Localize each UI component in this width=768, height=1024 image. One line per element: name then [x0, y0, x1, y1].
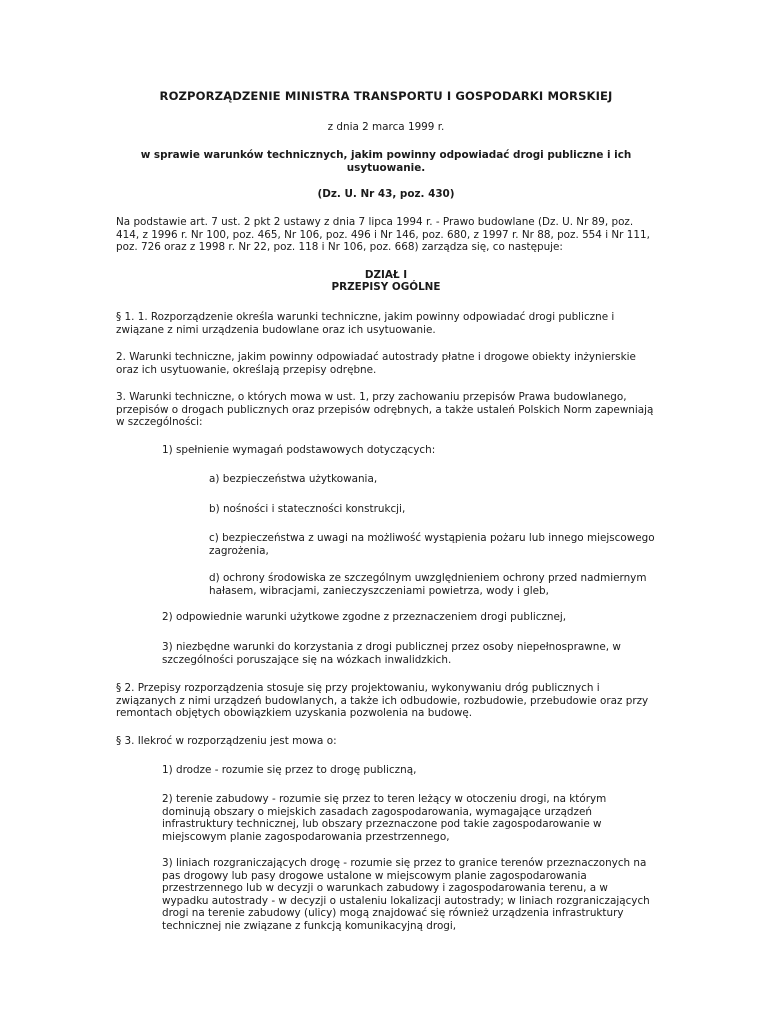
- list-item-1-3-2: 2) odpowiednie warunki użytkowe zgodne z przeznaczeniem drogi publicznej,: [162, 611, 567, 623]
- list-item-1-3-1b: b) nośności i stateczności konstrukcji,: [209, 503, 406, 515]
- list-item-3-2: 2) terenie zabudowy - rozumie się przez to teren leżący w otoczeniu drogi, na którym dominują obszary o miejskich zasadach zagospodarowania, wymagające urządzeń infrastruktury technicznej, lub obszary przeznaczone pod takie zagospodarowanie w miejscowym planie zagospodarowania przestrzennego,: [162, 793, 607, 843]
- paragraph-3: § 3. Ilekroć w rozporządzeniu jest mowa o:: [116, 735, 337, 747]
- section-number: DZIAŁ I: [364, 269, 408, 281]
- list-item-1-3-1: 1) spełnienie wymagań podstawowych dotyczących:: [162, 444, 436, 456]
- section-title: PRZEPISY OGÓLNE: [331, 281, 441, 293]
- list-item-1-3-1c: c) bezpieczeństwa z uwagi na możliwość wystąpienia pożaru lub innego miejscowego zagrożenia,: [209, 532, 655, 557]
- list-item-1-3-1d: d) ochrony środowiska ze szczególnym uwzględnieniem ochrony przed nadmiernym hałasem, wibracjami, zanieczyszczeniami powietrza, wody i gleb,: [209, 572, 647, 597]
- list-item-3-1: 1) drodze - rozumie się przez to drogę publiczną,: [162, 764, 417, 776]
- paragraph-2: § 2. Przepisy rozporządzenia stosuje się przy projektowaniu, wykonywaniu dróg publicznych i związanych z nimi urządzeń budowlanych, a także ich odbudowie, rozbudowie, przebudowie oraz przy remontach objętych obowiązkiem uzyskania pozwolenia na budowę.: [116, 682, 649, 720]
- list-item-3-3: 3) liniach rozgraniczających drogę - rozumie się przez to granice terenów przeznaczonych na pas drogowy lub pasy drogowe ustalone w miejscowym planie zagospodarowania przestrzennego lub w decyzji o warunkach zabudowy i zagospodarowania terenu, a w wypadku autostrady - w decyzji o ustaleniu lokalizacji autostrady; w liniach rozgraniczających drogi na terenie zabudowy (ulicy) mogą znajdować się również urządzenia infrastruktury technicznej nie związane z funkcją komunikacyjną drogi,: [162, 857, 650, 932]
- document-date: z dnia 2 marca 1999 r.: [327, 121, 445, 133]
- paragraph-1-1: § 1. 1. Rozporządzenie określa warunki techniczne, jakim powinny odpowiadać drogi publiczne i związane z nimi urządzenia budowlane oraz ich usytuowanie.: [116, 311, 615, 336]
- list-item-1-3-1a: a) bezpieczeństwa użytkowania,: [209, 473, 378, 485]
- paragraph-1-3: 3. Warunki techniczne, o których mowa w ust. 1, przy zachowaniu przepisów Prawa budowlanego, przepisów o drogach publicznych oraz przepisów odrębnych, a także ustaleń Polskich Norm zapewniają w szczególności:: [116, 391, 654, 429]
- preamble-paragraph: Na podstawie art. 7 ust. 2 pkt 2 ustawy z dnia 7 lipca 1994 r. - Prawo budowlane (Dz. U. Nr 89, poz. 414, z 1996 r. Nr 100, poz. 465, Nr 106, poz. 496 i Nr 146, poz. 680, z 1997 r. Nr 88, poz. 554 i Nr 111, poz. 726 oraz z 1998 r. Nr 22, poz. 118 i Nr 106, poz. 668) zarządza się, co następuje:: [116, 216, 650, 254]
- document-title: ROZPORZĄDZENIE MINISTRA TRANSPORTU I GOSPODARKI MORSKIEJ: [159, 89, 613, 103]
- document-subject: w sprawie warunków technicznych, jakim powinny odpowiadać drogi publiczne i ich usytuowanie.: [140, 149, 632, 174]
- document-citation: (Dz. U. Nr 43, poz. 430): [317, 188, 455, 200]
- paragraph-1-2: 2. Warunki techniczne, jakim powinny odpowiadać autostrady płatne i drogowe obiekty inżynierskie oraz ich usytuowanie, określają przepisy odrębne.: [116, 351, 636, 376]
- list-item-1-3-3: 3) niezbędne warunki do korzystania z drogi publicznej przez osoby niepełnosprawne, w szczególności poruszające się na wózkach inwalidzkich.: [162, 641, 621, 666]
